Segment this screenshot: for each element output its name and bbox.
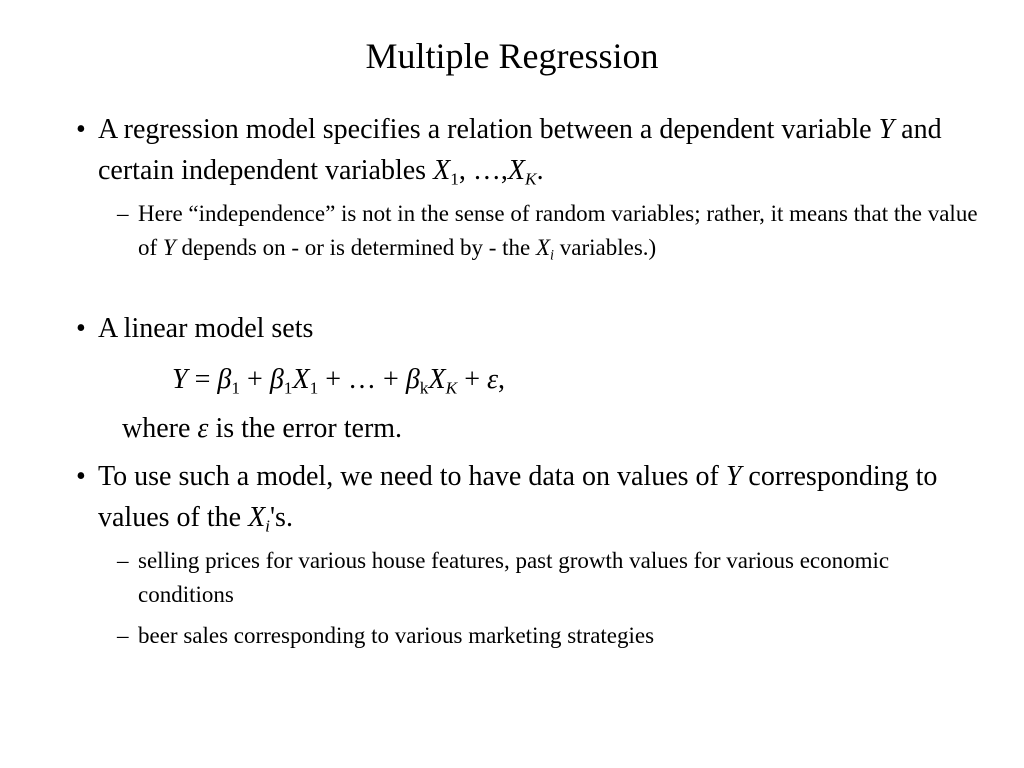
- subscript: k: [419, 378, 429, 398]
- bullet-text: , …,: [458, 155, 508, 186]
- formula-plus: +: [457, 364, 487, 395]
- dash-marker: –: [117, 548, 129, 573]
- formula-ellipsis: + … +: [318, 364, 406, 395]
- bullet-text: and certain independent variables: [98, 114, 942, 186]
- subscript: i: [265, 516, 270, 536]
- bullet-item-data-requirement: [76, 456, 978, 538]
- sub-bullet-house-prices: [117, 544, 978, 612]
- variable-x: X: [433, 155, 451, 186]
- formula-x: X: [292, 364, 310, 395]
- variable-y: Y: [725, 461, 742, 492]
- sub-bullet-independence-note: [117, 197, 978, 265]
- subscript: i: [550, 247, 554, 264]
- where-text: is the error term.: [208, 413, 403, 444]
- beta-symbol: β: [269, 364, 284, 395]
- bullet-text: A linear model sets: [98, 313, 314, 344]
- bullet-text: .: [536, 155, 544, 186]
- bullet-item-regression-model: [76, 109, 978, 191]
- beta-symbol: β: [405, 364, 420, 395]
- subscript: 1: [283, 378, 293, 398]
- variable-y: Y: [878, 114, 895, 145]
- where-text: where: [122, 413, 198, 444]
- bullet-text: corresponding to values of the: [98, 461, 938, 533]
- epsilon-symbol: ε: [486, 364, 499, 395]
- bullet-text: A regression model specifies a relation between a dependent variable: [98, 114, 879, 145]
- variable-y: Y: [162, 235, 176, 260]
- sub-bullet-beer-sales: [117, 619, 978, 653]
- bullet-marker: •: [76, 461, 86, 492]
- slide-title: Multiple Regression: [365, 36, 659, 76]
- beta-symbol: β: [217, 364, 232, 395]
- sub-bullet-text: selling prices for various house features, past growth values for various economic conditions: [138, 548, 890, 607]
- sub-bullet-text: depends on - or is determined by - the: [175, 235, 536, 260]
- bullet-text: 's.: [270, 502, 293, 533]
- formula-plus: +: [240, 364, 270, 395]
- sub-bullet-text: beer sales corresponding to various marketing strategies: [138, 623, 655, 648]
- variable-x: X: [535, 235, 551, 260]
- epsilon-symbol: ε: [197, 413, 209, 444]
- error-term-note: [122, 408, 402, 449]
- sub-bullet-text: Here “independence” is not in the sense of random variables; rather, it means that the value of: [138, 201, 978, 260]
- formula-comma: ,: [498, 364, 506, 395]
- variable-x: X: [248, 502, 266, 533]
- dash-marker: –: [117, 623, 129, 648]
- variable-x: X: [507, 155, 525, 186]
- regression-formula: [172, 359, 505, 400]
- formula-x: X: [428, 364, 446, 395]
- bullet-item-linear-model: [76, 308, 978, 349]
- subscript: K: [524, 169, 537, 189]
- formula-y: Y: [172, 364, 188, 395]
- subscript: 1: [450, 169, 459, 189]
- dash-marker: –: [117, 201, 129, 226]
- bullet-marker: •: [76, 313, 86, 344]
- subscript: 1: [231, 378, 241, 398]
- subscript: 1: [309, 378, 319, 398]
- sub-bullet-text: variables.): [554, 235, 657, 260]
- bullet-marker: •: [76, 114, 86, 145]
- formula-equals: =: [187, 364, 218, 395]
- bullet-text: To use such a model, we need to have data on values of: [98, 461, 726, 492]
- subscript: K: [445, 378, 458, 398]
